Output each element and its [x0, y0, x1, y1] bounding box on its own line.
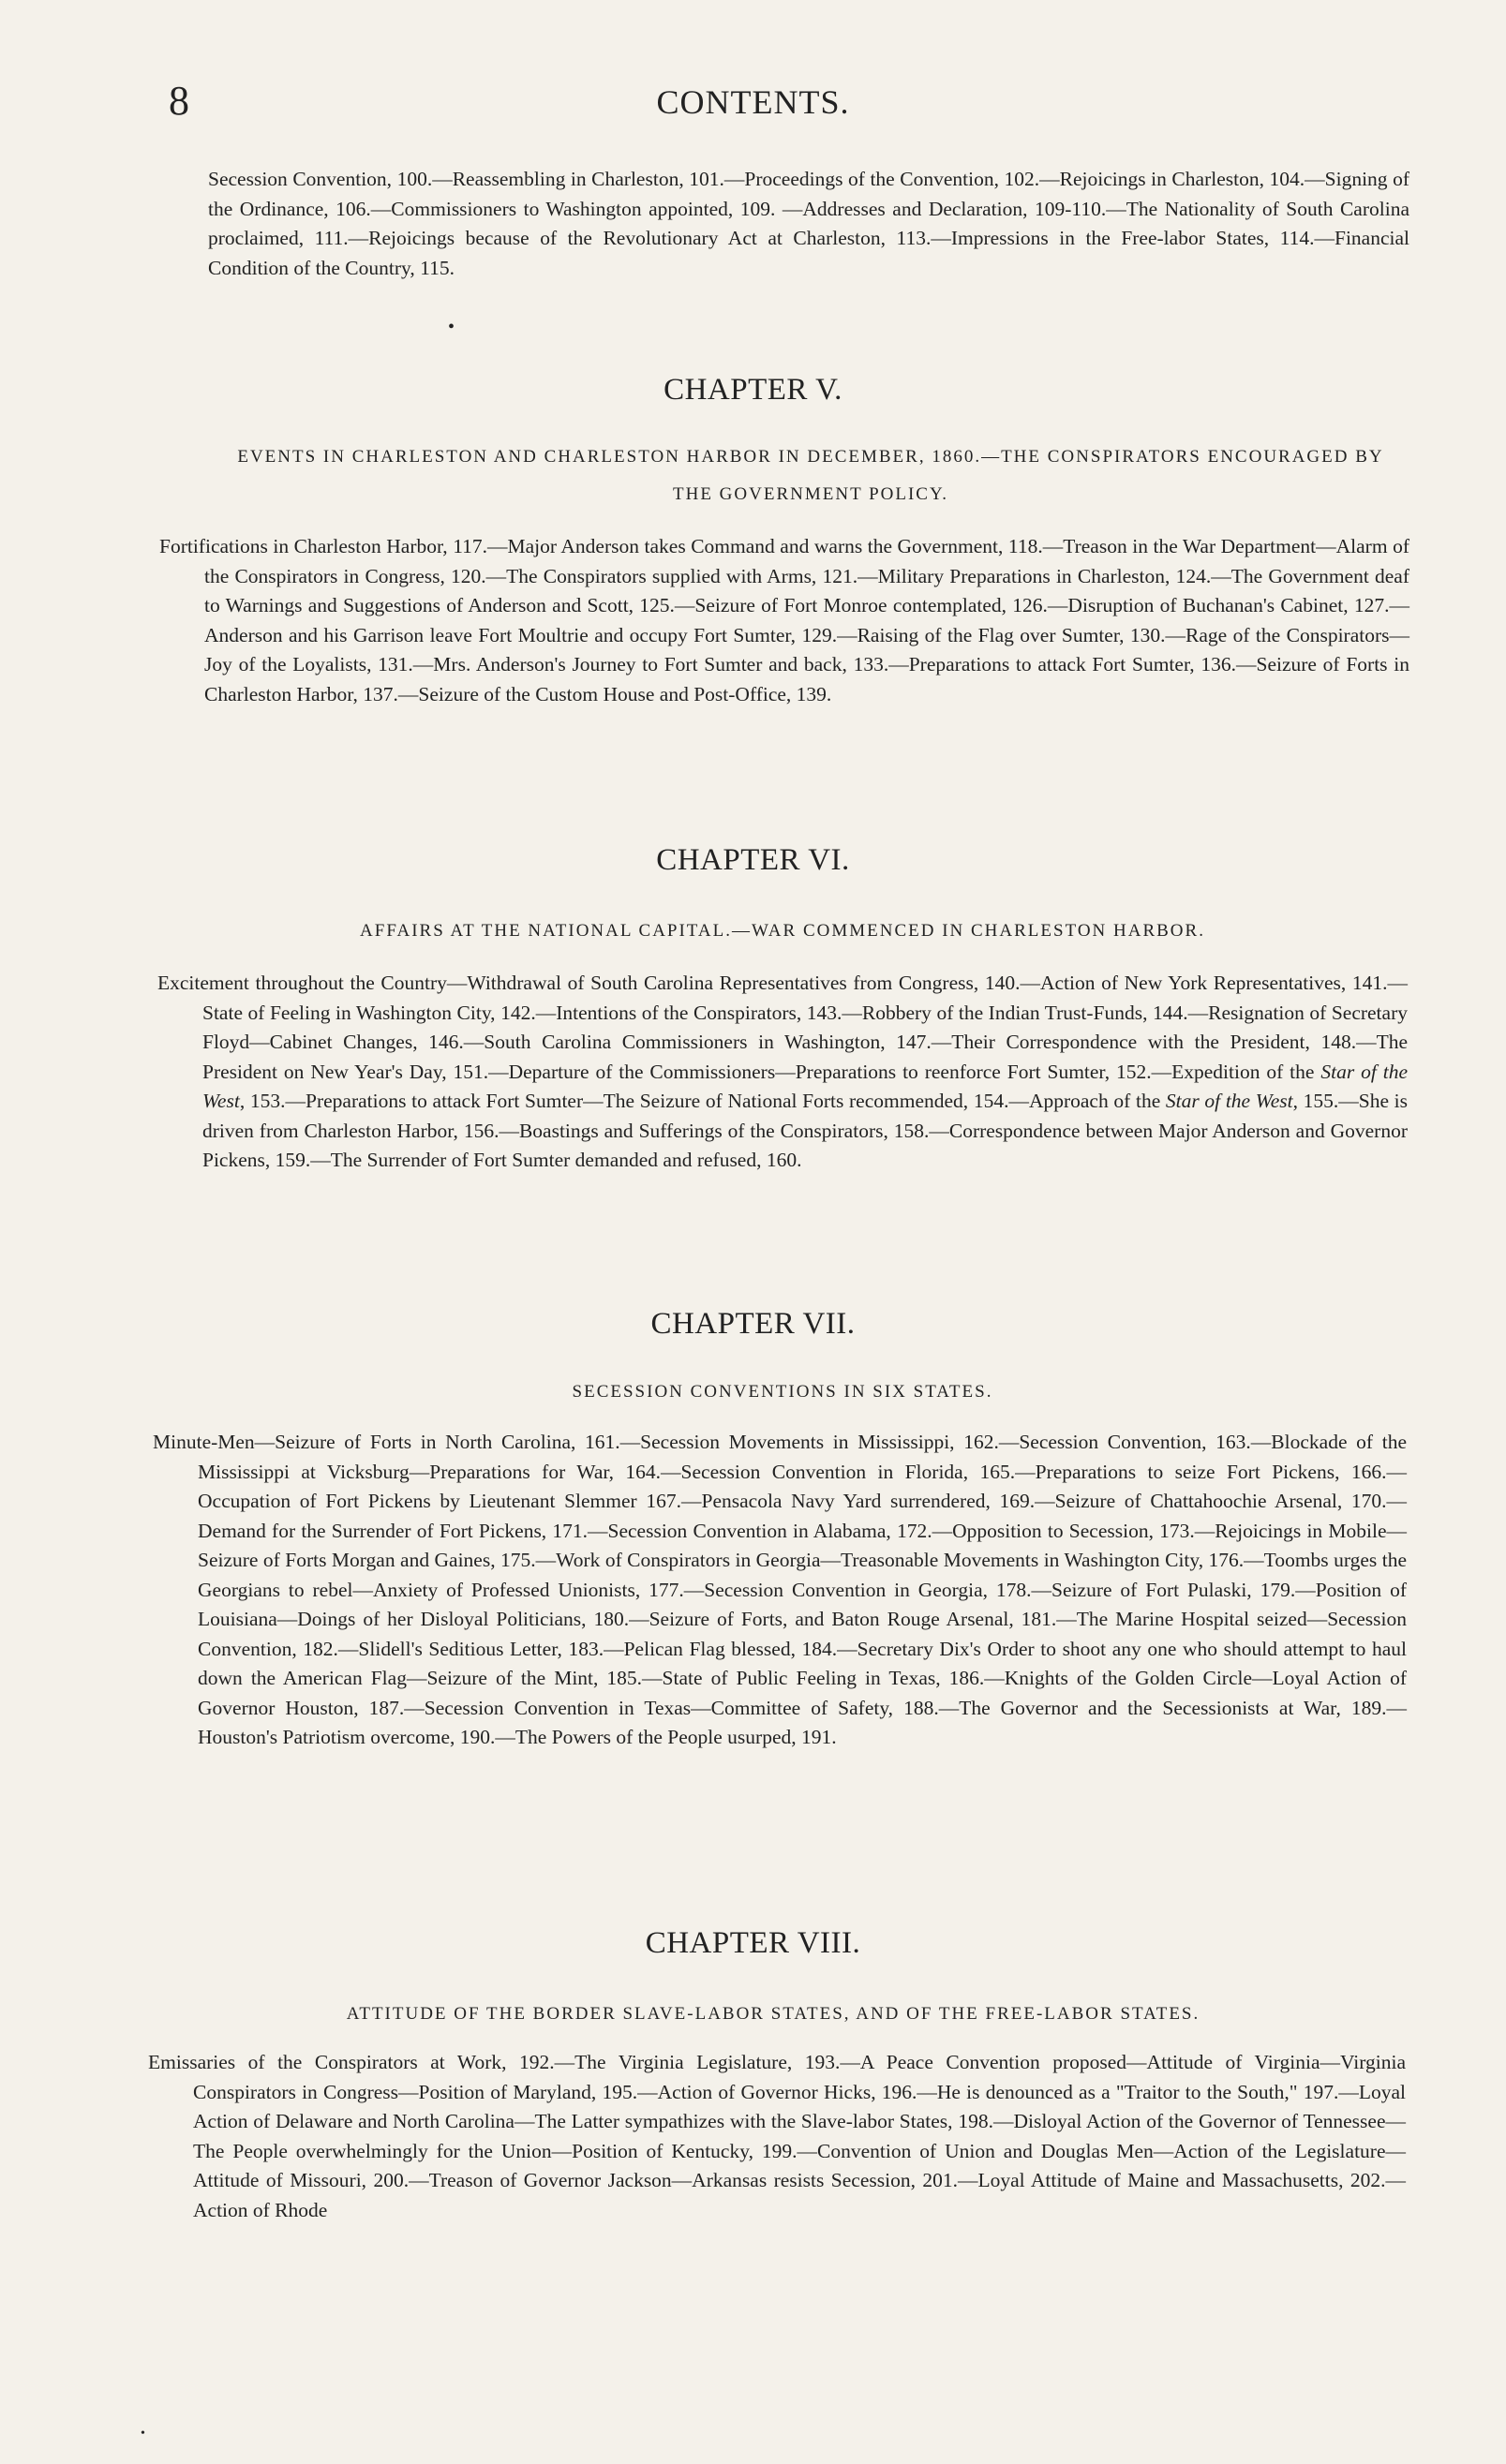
chapter-vi-body [157, 969, 1408, 1176]
chapter-v-subtitle: EVENTS IN CHARLESTON AND CHARLESTON HARBOR IN DECEMBER, 1860.—THE CONSPIRATORS ENCOURAGED BY THE GOVERNMENT POLICY. [237, 447, 1384, 504]
chapter-viii-title: CHAPTER VIII. [645, 1926, 861, 1960]
chapter-viii-subtitle: ATTITUDE OF THE BORDER SLAVE-LABOR STATES, AND OF THE FREE-LABOR STATES. [346, 2004, 1200, 2024]
chapter-v-title: CHAPTER V. [664, 373, 842, 407]
intro-paragraph: Secession Convention, 100.—Reassembling in Charleston, 101.—Proceedings of the Convention, 102.—Rejoicings in Charleston, 104.—Signing of the Ordinance, 106.—Commissioners to Washington appointed, 109. —Addresses and Declaration, 109-110.—The Nationality of South Carolina proclaimed, 111.—Rejoicings because of the Revolutionary Act at Charleston, 113.—Impressions in the Free-labor States, 114.—Financial Condition of the Country, 115. [208, 168, 1409, 279]
page-number: 8 [169, 78, 189, 124]
chapter-vi-ship-name-1: Star of the West [202, 1060, 1408, 1112]
chapter-vi-body-part-3: , 155.—She is driven from Charleston Harbor, 156.—Boastings and Sufferings of the Conspirators, 158.—Correspondence between Major Anderson and Governor Pickens, 159.—The Surrender of Fort Sumter demanded and refused, 160. [202, 1090, 1409, 1171]
chapter-vi-body-part-1: Excitement throughout the Country—Withdrawal of South Carolina Representatives from Congress, 140.—Action of New York Representatives, 141.—State of Feeling in Washington City, 142.—Intentions of the Conspirators, 143.—Robbery of the Indian Trust-Funds, 144.—Resignation of Secretary Floyd—Cabinet Changes, 146.—South Carolina Commissioners in Washington, 147.—Their Correspondence with the President, 148.—The President on New Year's Day, 151.—Departure of the Commissioners—Preparations to reenforce Fort Sumter, 152.—Expedition of the [157, 972, 1408, 1083]
decorative-dot: • [448, 317, 455, 337]
chapter-vii-subtitle: SECESSION CONVENTIONS IN SIX STATES. [572, 1382, 993, 1402]
chapter-vi-ship-name-2: Star of the West [1165, 1090, 1293, 1112]
decorative-dot-bottom: • [141, 2427, 145, 2441]
running-head: CONTENTS. [656, 83, 850, 121]
chapter-v-body: Fortifications in Charleston Harbor, 117.—Major Anderson takes Command and warns the Government, 118.—Treason in the War Department—Alarm of the Conspirators in Congress, 120.—The Conspirators supplied with Arms, 121.—Military Preparations in Charleston, 124.—The Government deaf to Warnings and Suggestions of Anderson and Scott, 125.—Seizure of Fort Monroe contemplated, 126.—Disruption of Buchanan's Cabinet, 127.—Anderson and his Garrison leave Fort Moultrie and occupy Fort Sumter, 129.—Raising of the Flag over Sumter, 130.—Rage of the Conspirators—Joy of the Loyalists, 131.—Mrs. Anderson's Journey to Fort Sumter and back, 133.—Preparations to attack Fort Sumter, 136.—Seizure of Forts in Charleston Harbor, 137.—Seizure of the Custom House and Post-Office, 139. [159, 535, 1409, 705]
chapter-vi-body-part-2: , 153.—Preparations to attack Fort Sumter—The Seizure of National Forts recommended, 154.—Approach of the [239, 1090, 1166, 1112]
chapter-vi-title: CHAPTER VI. [656, 843, 850, 877]
chapter-vii-body: Minute-Men—Seizure of Forts in North Carolina, 161.—Secession Movements in Mississippi, 162.—Secession Convention, 163.—Blockade of the Mississippi at Vicksburg—Preparations for War, 164.—Secession Convention in Florida, 165.—Preparations to seize Fort Pickens, 166.—Occupation of Fort Pickens by Lieutenant Slemmer 167.—Pensacola Navy Yard surrendered, 169.—Seizure of Chattahoochie Arsenal, 170.—Demand for the Surrender of Fort Pickens, 171.—Secession Convention in Alabama, 172.—Opposition to Secession, 173.—Rejoicings in Mobile—Seizure of Forts Morgan and Gaines, 175.—Work of Conspirators in Georgia—Treasonable Movements in Washington City, 176.—Toombs urges the Georgians to rebel—Anxiety of Professed Unionists, 177.—Secession Convention in Georgia, 178.—Seizure of Fort Pulaski, 179.—Position of Louisiana—Doings of her Disloyal Politicians, 180.—Seizure of Forts, and Baton Rouge Arsenal, 181.—The Marine Hospital seized—Secession Convention, 182.—Slidell's Seditious Letter, 183.—Pelican Flag blessed, 184.—Secretary Dix's Order to shoot any one who should attempt to haul down the American Flag—Seizure of the Mint, 185.—State of Public Feeling in Texas, 186.—Knights of the Golden Circle—Loyal Action of Governor Houston, 187.—Secession Convention in Texas—Committee of Safety, 188.—The Governor and the Secessionists at War, 189.—Houston's Patriotism overcome, 190.—The Powers of the People usurped, 191. [153, 1431, 1407, 1748]
chapter-vi-subtitle: AFFAIRS AT THE NATIONAL CAPITAL.—WAR COMMENCED IN CHARLESTON HARBOR. [360, 921, 1205, 941]
chapter-vii-title: CHAPTER VII. [650, 1307, 856, 1341]
chapter-viii-body: Emissaries of the Conspirators at Work, 192.—The Virginia Legislature, 193.—A Peace Convention proposed—Attitude of Virginia—Virginia Conspirators in Congress—Position of Maryland, 195.—Action of Governor Hicks, 196.—He is denounced as a "Traitor to the South," 197.—Loyal Action of Delaware and North Carolina—The Latter sympathizes with the Slave-labor States, 198.—Disloyal Action of the Governor of Tennessee—The People overwhelmingly for the Union—Position of Kentucky, 199.—Convention of Union and Douglas Men—Action of the Legislature—Attitude of Missouri, 200.—Treason of Governor Jackson—Arkansas resists Secession, 201.—Loyal Attitude of Maine and Massachusetts, 202.—Action of Rhode [148, 2051, 1406, 2221]
